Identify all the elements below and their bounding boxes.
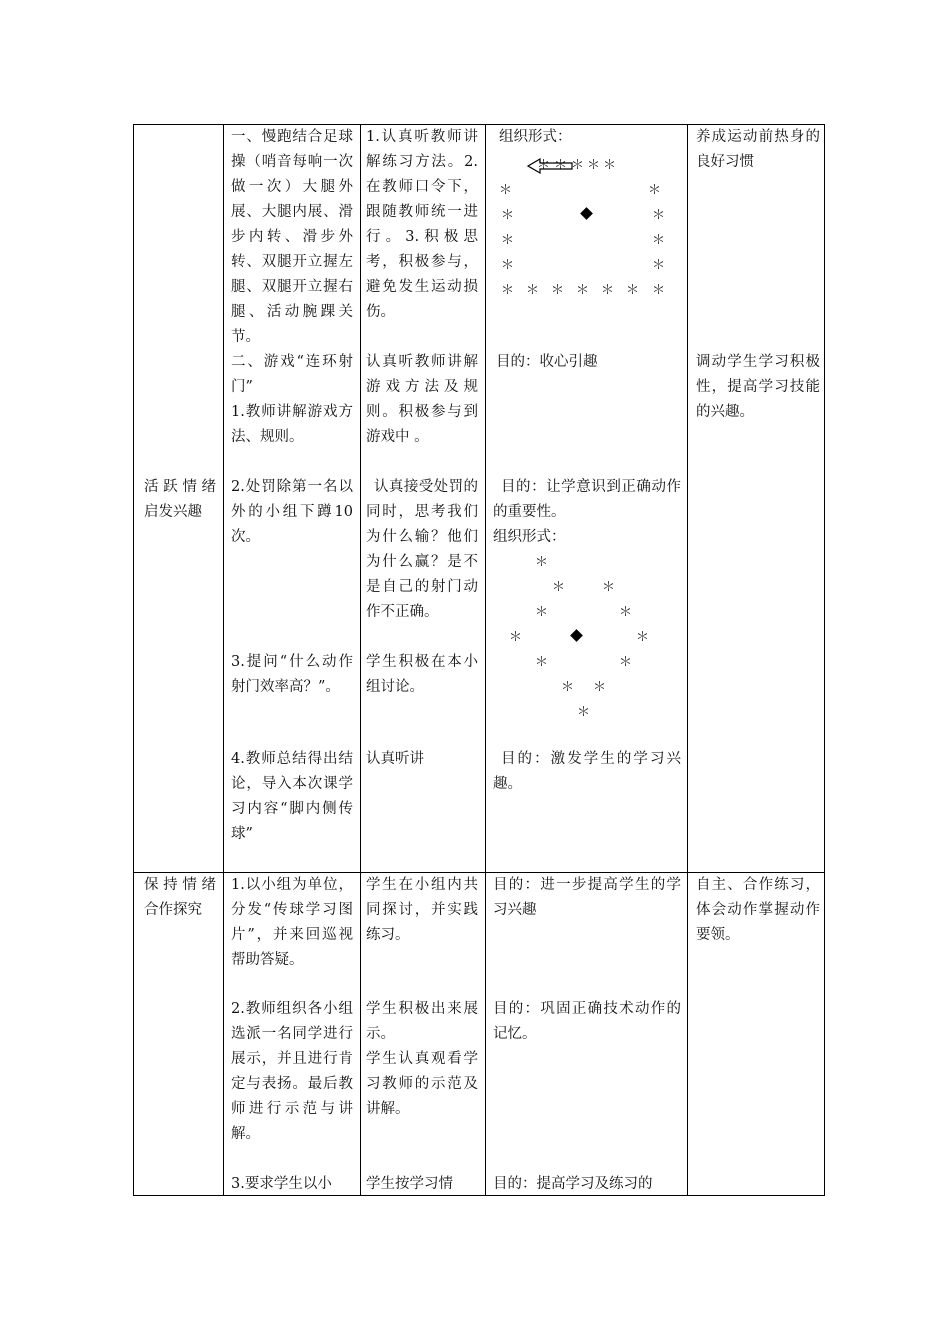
student-marker: ＊	[648, 183, 662, 198]
student-marker: ＊	[561, 680, 575, 695]
column-divider	[223, 125, 224, 1195]
practice-student-1: 学生在小组内共同探讨，并实践练习。	[366, 877, 478, 943]
student-marker: ＊	[576, 283, 590, 298]
student-marker: ＊	[501, 283, 515, 298]
student-marker: ＊	[535, 655, 549, 670]
game-step-2: 2.处罚除第一名以外的小组下蹲10次。	[231, 479, 353, 545]
student-marker: ＊	[537, 158, 551, 173]
student-marker: ＊	[593, 680, 607, 695]
student-marker: ＊	[509, 630, 523, 645]
practice-student-2b: 学生认真观看学习教师的示范及讲解。	[366, 1051, 478, 1117]
student-marker: ＊	[602, 580, 616, 595]
stage-label-2: 保持情绪合作探究	[144, 877, 216, 918]
game-goal-2	[493, 475, 681, 550]
column-divider	[687, 125, 688, 1195]
practice-student-2a: 学生积极出来展示。	[366, 1001, 478, 1042]
warmup-student-text: 1.认真听教师讲解练习方法。2.在教师口令下，跟随教师统一进行。3.积极思考，积极参与，避免发生运动损伤。	[366, 129, 478, 320]
warmup-org-label: 组织形式：	[499, 129, 572, 145]
student-marker: ＊	[652, 258, 666, 273]
game-student-4: 认真听讲	[366, 751, 424, 767]
warmup-intent: 养成运动前热身的良好习惯	[696, 129, 820, 170]
student-marker: ＊	[554, 158, 568, 173]
student-marker: ＊	[587, 158, 601, 173]
student-marker: ＊	[619, 605, 633, 620]
student-marker: ＊	[535, 605, 549, 620]
student-marker: ＊	[577, 705, 591, 720]
student-marker: ＊	[652, 283, 666, 298]
student-marker: ＊	[535, 555, 549, 570]
goal-2-text: 目的：让学意识到正确动作的重要性。	[493, 479, 681, 520]
student-marker: ＊	[652, 233, 666, 248]
practice-goal-1: 目的：进一步提高学生的学习兴趣	[493, 877, 681, 918]
student-marker: ＊	[626, 283, 640, 298]
student-marker: ＊	[603, 158, 617, 173]
student-marker: ＊	[619, 655, 633, 670]
student-marker: ＊	[571, 158, 585, 173]
section2-intent: 自主、合作练习，体会动作掌握动作要领。	[696, 877, 820, 943]
lesson-plan-table	[133, 124, 825, 1196]
column-divider	[360, 125, 361, 1195]
practice-student-3: 学生按学习情	[366, 1176, 453, 1192]
practice-step-3: 3.要求学生以小	[231, 1176, 332, 1192]
game-goal-4: 目的：激发学生的学习兴趣。	[493, 751, 681, 792]
student-marker: ＊	[601, 283, 615, 298]
game-intent: 调动学生学习积极性，提高学习技能的兴趣。	[696, 354, 820, 420]
game-goal-1: 目的：收心引趣	[496, 354, 598, 370]
org-label-2: 组织形式：	[493, 529, 566, 545]
game-student-1: 认真听教师讲解游戏方法及规则。积极参与到游戏中 。	[366, 354, 478, 445]
game-step-4: 4.教师总结得出结论，导入本次课学习内容“脚内侧传球”	[231, 751, 353, 842]
teacher-marker-icon	[580, 207, 593, 220]
student-marker: ＊	[499, 183, 513, 198]
student-marker: ＊	[551, 283, 565, 298]
practice-student-2	[366, 997, 478, 1122]
student-marker: ＊	[526, 283, 540, 298]
practice-step-1: 1.以小组为单位，分发“传球学习图片”，并来回巡视帮助答疑。	[231, 877, 353, 968]
game-teacher-title	[231, 350, 353, 450]
student-marker: ＊	[652, 208, 666, 223]
student-marker: ＊	[501, 233, 515, 248]
practice-goal-3: 目的：提高学习及练习的	[493, 1176, 653, 1192]
student-marker: ＊	[501, 258, 515, 273]
warmup-teacher-text: 一、慢跑结合足球操（哨音每响一次做一次）大腿外展、大腿内展、滑步内转、滑步外转、双腿开立握左腿、双腿开立握右腿、活动腕踝关节。	[231, 129, 353, 345]
student-marker: ＊	[501, 208, 515, 223]
game-step-1: 1.教师讲解游戏方法、规则。	[231, 404, 353, 445]
game-student-2: 认真接受处罚的同时，思考我们为什么输？他们为什么赢？是不是自己的射门动作不正确。	[366, 479, 478, 620]
game-student-3: 学生积极在本小组讨论。	[366, 654, 478, 695]
student-marker: ＊	[552, 580, 566, 595]
column-divider	[485, 125, 486, 1195]
practice-step-2: 2.教师组织各小组选派一名同学进行展示，并且进行肯定与表扬。最后教师进行示范与讲解。	[231, 1001, 353, 1142]
game-step-3: 3.提问“什么动作射门效率高？”。	[231, 654, 353, 695]
practice-goal-2: 目的：巩固正确技术动作的记忆。	[493, 1001, 681, 1042]
teacher-marker-icon	[570, 629, 583, 642]
game-title: 二、游戏“连环射门”	[231, 354, 353, 395]
student-marker: ＊	[636, 630, 650, 645]
stage-label: 活跃情绪启发兴趣	[144, 479, 216, 520]
